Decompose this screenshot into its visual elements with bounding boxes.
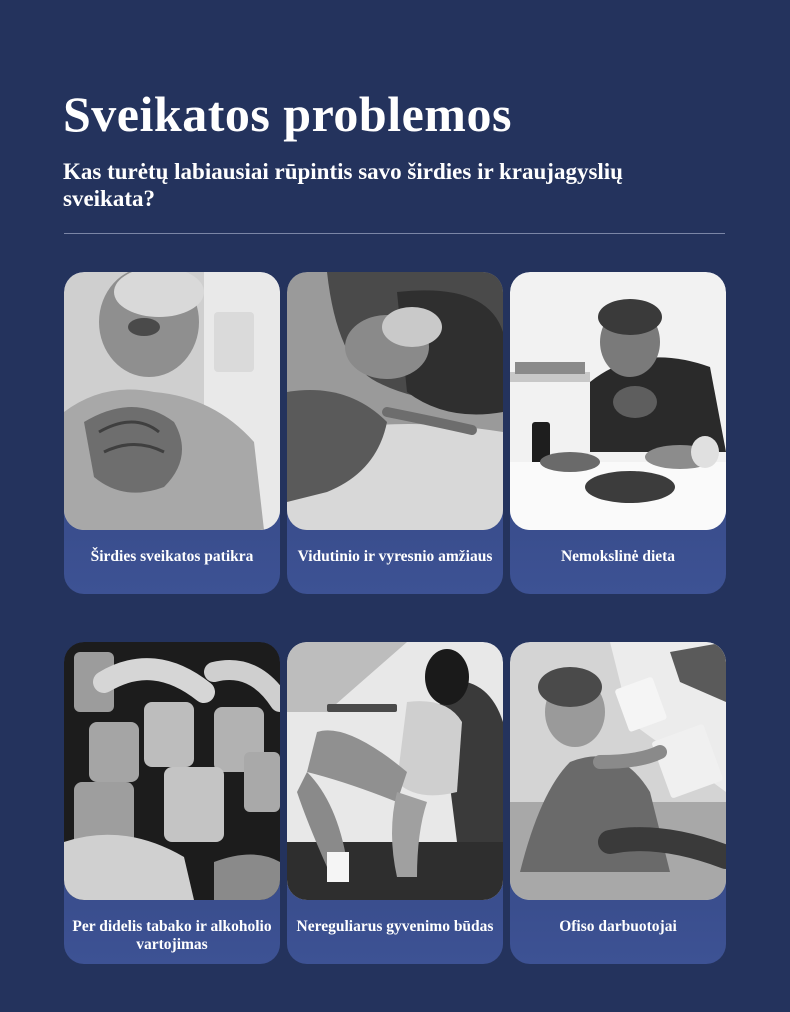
card-office-workers [510,642,726,964]
card-label: Ofiso darbuotojai [559,918,677,935]
elderly-man-lying-in-bed-photo [287,272,503,530]
card-label: Per didelis tabako ir alkoholio vartojimas [72,918,272,953]
man-eating-burger-photo [510,272,726,530]
page-title: Sveikatos problemos [63,86,512,142]
card-middle-aged-elderly [287,272,503,594]
glasses-toast-photo [64,642,280,900]
card-heart-checkup [64,272,280,594]
card-label: Nereguliarus gyvenimo būdas [296,918,494,935]
woman-with-tablet-photo [287,642,503,900]
header-divider [64,233,725,234]
page-subtitle: Kas turėtų labiausiai rūpintis savo širdies ir kraujagyslių sveikata? [63,159,623,211]
card-unscientific-diet [510,272,726,594]
card-label: Nemokslinė dieta [560,548,676,565]
office-worker-photo [510,642,726,900]
elderly-man-chest-pain-photo [64,272,280,530]
card-label: Vidutinio ir vyresnio amžiaus [297,548,493,565]
card-tobacco-alcohol [64,642,280,964]
card-label: Širdies sveikatos patikra [90,548,254,565]
card-irregular-lifestyle [287,642,503,964]
